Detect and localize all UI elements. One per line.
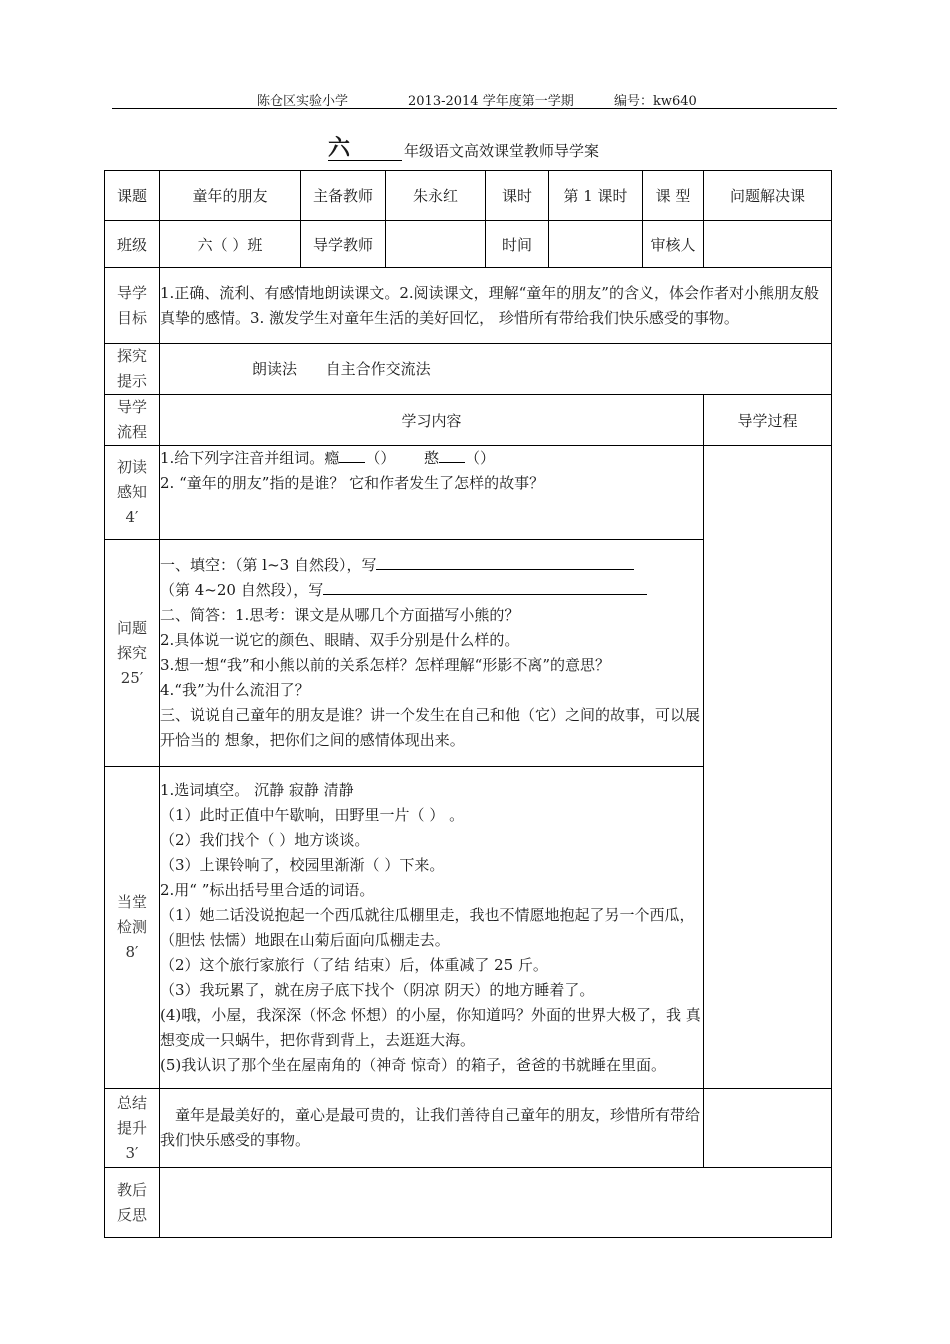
tips-label	[105, 344, 160, 395]
reflection-label-2: 反思	[116, 1205, 147, 1224]
check-label	[105, 767, 160, 1089]
check-line: （3）我玩累了，就在房子底下找个（阴凉 阴天）的地方睡着了。	[160, 980, 595, 999]
check-line: （3）上课铃响了，校园里渐渐（ ）下来。	[160, 855, 445, 874]
guide-teacher-value	[386, 221, 486, 268]
fill-2: （第 4~20 自然段），写	[160, 581, 324, 599]
short-4: 4.“我”为什么流泪了？	[160, 681, 310, 699]
summary-text: 童年是最美好的，童心是最可贵的，让我们善待自己童年的朋友，珍惜所有带给我们快乐感受的事物。	[160, 1089, 704, 1168]
reviewer-label: 审核人	[643, 221, 704, 268]
tips-label-2: 提示	[116, 372, 147, 390]
type-value: 问题解决课	[704, 171, 832, 221]
grade: 六	[328, 136, 402, 161]
topic-value: 童年的朋友	[160, 171, 301, 221]
check-line: （2）这个旅行家旅行（了结 结束）后，体重减了 25 斤。	[160, 955, 548, 974]
class-value: 六（ ）班	[160, 221, 301, 268]
summary-label-3: 3′	[125, 1143, 139, 1162]
q1-paren-1: （）	[365, 449, 396, 467]
flow-label-2: 流程	[116, 423, 147, 441]
check-line: （1）她二话没说抱起一个西瓜就往瓜棚里走，我也不情愿地抱起了另一个西瓜，（胆怯 怯懦）地跟在山菊后面向瓜棚走去。	[160, 905, 695, 949]
summary-row	[105, 1089, 832, 1168]
goals-text: 1.正确、流利、有感情地朗读课文。2.阅读课文，理解“童年的朋友”的含义，体会作者对小熊朋友般真挚的感情。3. 激发学生对童年生活的美好回忆， 珍惜所有带给我们快乐感受的事物。	[160, 268, 832, 344]
explore-label-2: 探究	[116, 643, 147, 662]
first-read-content	[160, 446, 704, 540]
check-label-3: 8′	[125, 943, 139, 961]
flow-label	[105, 395, 160, 446]
q1-paren-2: （）	[464, 449, 495, 467]
lead-teacher-label: 主备教师	[301, 171, 386, 221]
info-row-2	[105, 221, 832, 268]
summary-label-1: 总结	[116, 1093, 147, 1112]
reflection-label	[105, 1168, 160, 1238]
period-label: 课时	[486, 171, 549, 221]
time-label: 时间	[486, 221, 549, 268]
reflection-row	[105, 1168, 832, 1238]
q1-blank-1	[339, 446, 365, 463]
school-name: 陈仓区实验小学	[257, 94, 349, 109]
lead-teacher-value: 朱永红	[386, 171, 486, 221]
first-read-label	[105, 446, 160, 540]
fill-1-blank	[376, 553, 634, 570]
goals-label-2: 目标	[116, 308, 147, 327]
check-line: （1）此时正值中午歇响，田野里一片（ ） 。	[160, 805, 465, 824]
goals-label	[105, 268, 160, 344]
period-value: 第 1 课时	[549, 171, 643, 221]
short-2: 2.具体说一说它的颜色、眼睛、双手分别是什么样的。	[160, 631, 520, 649]
content-header: 学习内容	[160, 395, 704, 446]
tips-row	[105, 344, 832, 395]
first-read-label-1: 初读	[116, 458, 147, 476]
process-header: 导学过程	[704, 395, 832, 446]
q1-char-2: 憨	[423, 449, 439, 467]
q1-blank-2	[439, 446, 465, 463]
title-text: 年级语文高效课堂教师导学案	[404, 142, 600, 160]
summary-label-2: 提升	[116, 1118, 147, 1137]
tips-label-1: 探究	[116, 347, 147, 365]
check-line: 1.选词填空。 沉静 寂静 清静	[160, 780, 354, 799]
fill-2-blank	[323, 578, 647, 595]
explore-label-3: 25′	[120, 668, 144, 687]
process-cell	[704, 446, 832, 1089]
flow-label-1: 导学	[116, 398, 147, 416]
check-content	[160, 767, 704, 1089]
type-label: 课 型	[643, 171, 704, 221]
first-read-label-2: 感知	[116, 483, 147, 501]
info-row-1	[105, 171, 832, 221]
time-value	[549, 221, 643, 268]
q2-text: 2. “童年的朋友”指的是谁？ 它和作者发生了怎样的故事？	[160, 474, 545, 492]
class-label: 班级	[105, 221, 160, 268]
doc-code: 编号：kw640	[614, 94, 697, 109]
lesson-plan-table	[104, 170, 832, 1238]
explore-content	[160, 540, 704, 767]
short-1: 二、简答：1.思考：课文是从哪几个方面描写小熊的？	[160, 606, 520, 624]
first-read-label-3: 4′	[125, 508, 139, 526]
tips-text: 朗读法 自主合作交流法	[160, 344, 832, 395]
story: 三、说说自己童年的朋友是谁？讲一个发生在自己和他（它）之间的故事，可以展开恰当的 想象，把你们之间的感情体现出来。	[160, 706, 701, 749]
first-read-row	[105, 446, 832, 540]
summary-label	[105, 1089, 160, 1168]
reviewer-value	[704, 221, 832, 268]
explore-label	[105, 540, 160, 767]
check-line: (4)哦，小屋，我深深（怀念 怀想）的小屋，你知道吗？外面的世界大极了，我 真想变成一只蜗牛，把你背到背上，去逛逛大海。	[160, 1005, 701, 1049]
check-label-2: 检测	[116, 918, 147, 936]
short-3: 3.想一想“我”和小熊以前的关系怎样？怎样理解“形影不离”的意思？	[160, 656, 610, 674]
term: 2013-2014 学年度第一学期	[408, 94, 574, 109]
fill-1: 一、填空：（第 l~3 自然段），写	[160, 556, 377, 574]
explore-label-1: 问题	[116, 618, 147, 637]
check-line: 2.用“ ”标出括号里合适的词语。	[160, 880, 375, 899]
guide-teacher-label: 导学教师	[301, 221, 386, 268]
check-label-1: 当堂	[116, 893, 147, 911]
goals-row	[105, 268, 832, 344]
doc-title	[0, 136, 950, 162]
summary-process-cell	[704, 1089, 832, 1168]
goals-label-1: 导学	[116, 283, 147, 302]
check-line: （2）我们找个（ ）地方谈谈。	[160, 830, 370, 849]
q1-text: 1.给下列字注音并组词。瘾	[160, 449, 340, 467]
topic-label: 课题	[105, 171, 160, 221]
reflection-content	[160, 1168, 832, 1238]
flow-header-row	[105, 395, 832, 446]
reflection-label-1: 教后	[116, 1180, 147, 1199]
page-header	[112, 88, 837, 109]
check-line: (5)我认识了那个坐在屋南角的（神奇 惊奇）的箱子，爸爸的书就睡在里面。	[160, 1055, 667, 1074]
